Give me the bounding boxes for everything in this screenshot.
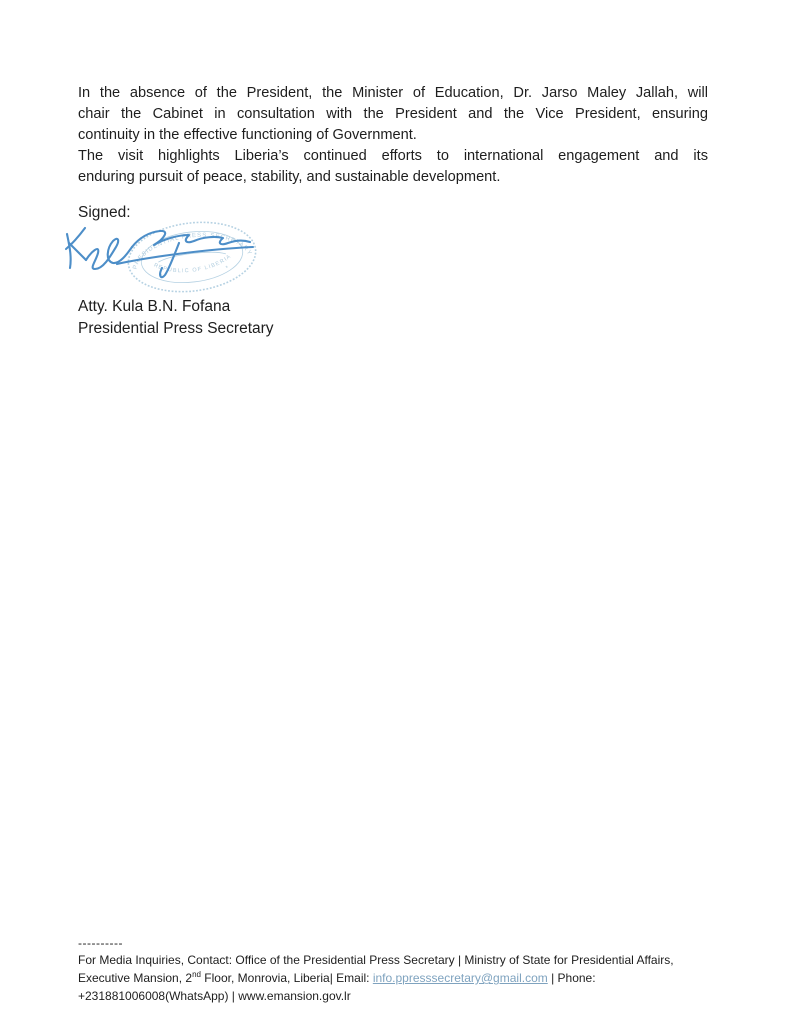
body-text-line: chair the Cabinet in consultation with the President and the Vice President, ensuring (78, 106, 708, 122)
signed-label: Signed: (78, 204, 131, 221)
body-text-block (78, 83, 708, 188)
body-paragraph-2 (78, 146, 708, 188)
email-link[interactable]: info.ppresssecretary@gmail.com (372, 971, 548, 985)
body-paragraph-1 (78, 83, 708, 146)
signature-and-stamp (58, 212, 270, 304)
signatory-block (78, 296, 274, 339)
stamp-bottom-text: REPUBLIC OF LIBERIA (152, 253, 233, 275)
signatory-title: Presidential Press Secretary (78, 319, 274, 337)
stamp-star-left: * (159, 273, 163, 281)
stamp-star-right: * (225, 265, 229, 272)
stamp-top-text: PRESIDENTIAL PRESS SECRETARY (132, 232, 253, 271)
footer-line2-suffix: | Phone: (547, 971, 596, 985)
signatory-name: Atty. Kula B.N. Fofana (78, 298, 231, 315)
signature-stamp-graphic (58, 212, 270, 304)
footer-line2-prefix: Executive Mansion, 2 (78, 971, 193, 985)
body-text-line: enduring pursuit of peace, stability, and sustainable development. (78, 169, 501, 185)
footer-line-3: +231881006008(WhatsApp) | www.emansion.gov.lr (78, 989, 351, 1003)
body-text-line: The visit highlights Liberia’s continued efforts to international engagement and its (78, 148, 708, 164)
ordinal-superscript: nd (192, 970, 201, 979)
footer-line2-mid: Floor, Monrovia, Liberia| Email: (200, 971, 373, 985)
footer-line-1: For Media Inquiries, Contact: Office of the Presidential Press Secretary | Ministry of State for Presidential Affairs, (78, 953, 674, 967)
body-text-line: continuity in the effective functioning of Government. (78, 127, 417, 143)
body-text-line: In the absence of the President, the Minister of Education, Dr. Jarso Maley Jallah, will (78, 85, 708, 101)
official-stamp-icon (124, 215, 259, 298)
footer-line-2 (78, 969, 738, 987)
footer-contact-block (78, 936, 738, 1005)
footer-divider: ---------- (78, 936, 123, 950)
